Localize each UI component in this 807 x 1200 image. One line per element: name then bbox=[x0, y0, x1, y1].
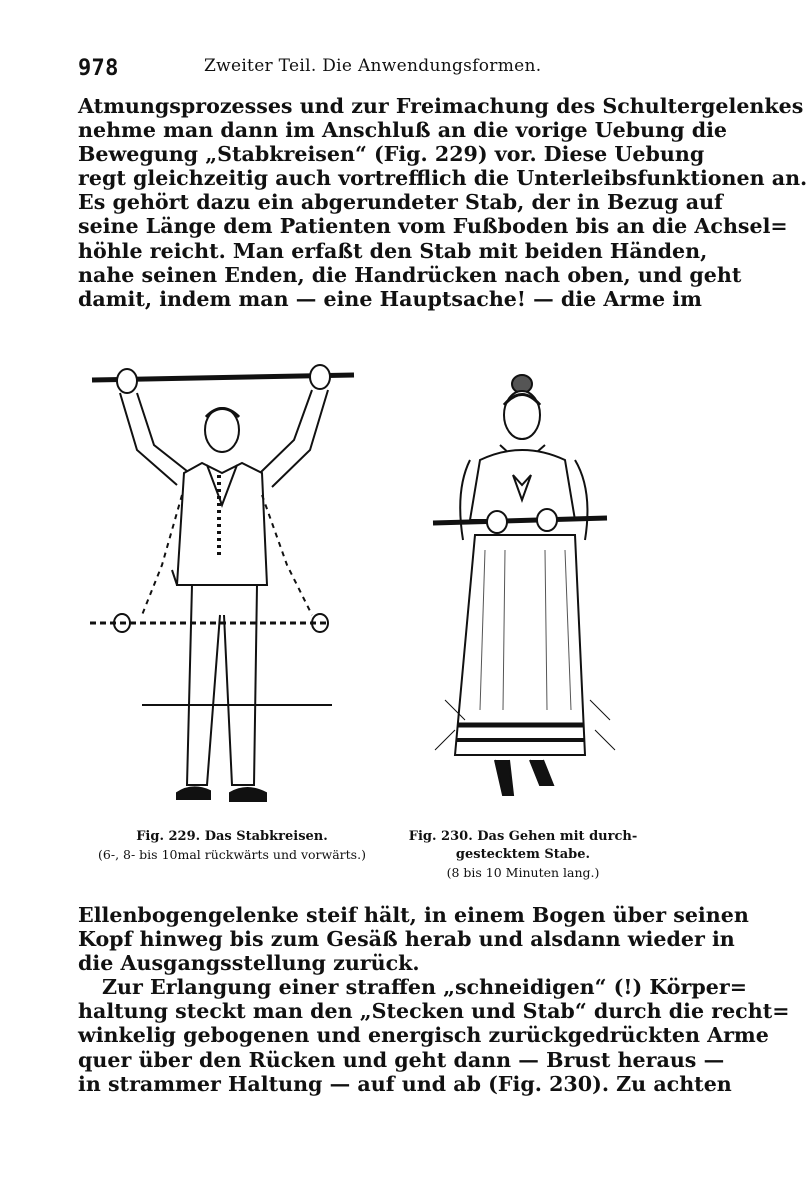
figure-230-caption bbox=[378, 828, 668, 882]
text-line: damit, indem man — eine Hauptsache! — die Arme im bbox=[78, 286, 702, 311]
page-header bbox=[78, 48, 658, 82]
text-line: haltung steckt man den „Stecken und Stab“ durch die recht= bbox=[78, 999, 790, 1024]
text-line: seine Länge dem Patienten vom Fußboden bis an die Achsel= bbox=[78, 214, 788, 239]
text-line: Atmungsprozesses und zur Freimachung des Schultergelenkes bbox=[78, 94, 804, 118]
woman-with-staff-drawing bbox=[425, 370, 625, 820]
figure-230-caption-title: Fig. 230. Das Gehen mit durch- bbox=[408, 829, 638, 844]
figure-229-caption-sub: (6-, 8- bis 10mal rückwärts und vorwärts.) bbox=[98, 847, 366, 862]
bottom-paragraphs bbox=[78, 903, 790, 1096]
text-line: Bewegung „Stabkreisen“ (Fig. 229) vor. Diese Uebung bbox=[78, 142, 705, 167]
text-line: in strammer Haltung — auf und ab (Fig. 230). Zu achten bbox=[78, 1071, 732, 1096]
text-line: Zur Erlangung einer straffen „schneidigen“ (!) Körper= bbox=[102, 975, 747, 1000]
text-line: die Ausgangsstellung zurück. bbox=[78, 951, 420, 976]
text-line: Ellenbogengelenke steif hält, in einem Bogen über seinen bbox=[78, 903, 749, 927]
top-paragraph bbox=[78, 94, 807, 311]
text-line: Kopf hinweg bis zum Gesäß herab und alsdann wieder in bbox=[78, 927, 735, 952]
man-with-staff-drawing bbox=[82, 355, 372, 820]
text-line: Es gehört dazu ein abgerundeter Stab, der in Bezug auf bbox=[78, 190, 723, 215]
page-number: 978 bbox=[78, 56, 119, 81]
figure-230-caption-title-continued: gestecktem Stabe. bbox=[455, 847, 591, 862]
figure-229-illustration bbox=[82, 355, 372, 820]
figure-229-caption bbox=[82, 828, 382, 864]
figure-230-illustration bbox=[425, 370, 625, 820]
text-line: winkelig gebogenen und energisch zurückgedrückten Arme bbox=[78, 1023, 769, 1048]
figure-229-caption-title: Fig. 229. Das Stabkreisen. bbox=[136, 829, 328, 844]
figure-230-caption-sub: (8 bis 10 Minuten lang.) bbox=[446, 865, 600, 880]
text-line: regt gleichzeitig auch vortrefflich die Unterleibsfunktionen an. bbox=[78, 166, 807, 191]
text-line: quer über den Rücken und geht dann — Brust heraus — bbox=[78, 1047, 725, 1072]
text-line: nahe seinen Enden, die Handrücken nach oben, und geht bbox=[78, 262, 742, 287]
text-line: nehme man dann im Anschluß an die vorige Uebung die bbox=[78, 118, 728, 143]
text-line: höhle reicht. Man erfaßt den Stab mit beiden Händen, bbox=[78, 238, 708, 263]
running-head: Zweiter Teil. Die Anwendungsformen. bbox=[204, 56, 542, 76]
